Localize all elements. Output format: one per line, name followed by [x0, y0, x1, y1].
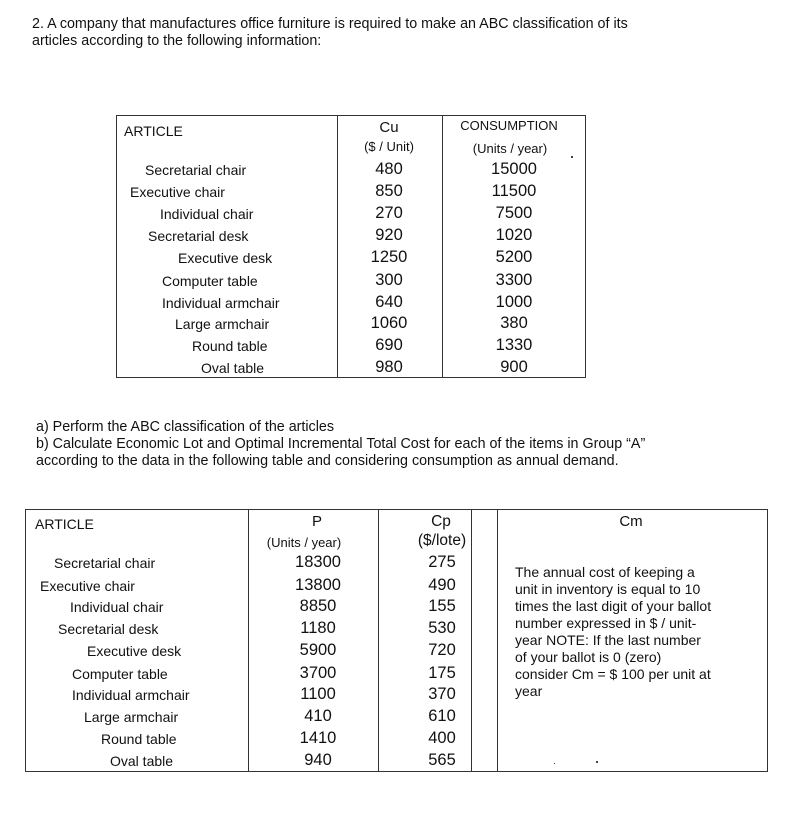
cp-value: 155 — [428, 597, 456, 615]
stray-mark — [571, 156, 573, 158]
p-value: 18300 — [295, 553, 341, 571]
consumption-value: 900 — [500, 358, 528, 376]
column-divider — [471, 510, 472, 771]
article-name: Executive desk — [87, 643, 182, 659]
article-name: Computer table — [162, 273, 258, 289]
cp-value: 275 — [428, 553, 456, 571]
article-name: Large armchair — [175, 316, 270, 332]
consumption-value: 11500 — [491, 182, 537, 200]
cm-note-line: times the last digit of your ballot — [515, 598, 712, 614]
cm-note-line: unit in inventory is equal to 10 — [515, 581, 701, 597]
cp-value: 720 — [428, 641, 456, 659]
column-divider — [497, 510, 498, 771]
cu-value: 920 — [375, 226, 403, 244]
cu-value: 690 — [375, 336, 403, 354]
article-name: Secretarial chair — [54, 555, 156, 571]
p-header: P — [311, 513, 323, 530]
cu-unit-header: ($ / Unit) — [364, 139, 414, 154]
article-name: Oval table — [201, 360, 265, 376]
cm-note-line: of your ballot is 0 (zero) — [515, 649, 662, 665]
article-name: Large armchair — [84, 709, 179, 725]
problem-title-line2: articles according to the following information: — [32, 33, 322, 49]
stray-mark — [596, 761, 598, 763]
task-b-line1: b) Calculate Economic Lot and Optimal Incremental Total Cost for each of the items in Group “A” — [36, 436, 646, 452]
article-name: Computer table — [72, 666, 168, 682]
consumption-value: 380 — [500, 314, 528, 332]
article-name: Secretarial desk — [58, 621, 159, 637]
article-name: Individual armchair — [162, 295, 280, 311]
cm-note-line: year NOTE: If the last number — [515, 632, 701, 648]
cp-value: 530 — [428, 619, 456, 637]
abc-data-table — [116, 115, 586, 378]
column-divider — [337, 116, 338, 377]
cp-unit-header: ($/lote) — [417, 532, 467, 549]
cu-value: 980 — [375, 358, 403, 376]
cp-value: 175 — [428, 664, 456, 682]
consumption-value: 5200 — [495, 248, 533, 266]
consumption-unit-header: (Units / year) — [472, 141, 548, 156]
cu-value: 300 — [375, 271, 403, 289]
cp-value: 400 — [428, 729, 456, 747]
stray-mark — [554, 763, 555, 764]
article-name: Secretarial desk — [148, 228, 249, 244]
cm-header: Cm — [619, 513, 643, 530]
p-value: 13800 — [295, 576, 341, 594]
article-name: Round table — [101, 731, 177, 747]
cp-value: 565 — [428, 751, 456, 769]
cm-note-line: The annual cost of keeping a — [515, 564, 695, 580]
column-divider — [442, 116, 443, 377]
consumption-value: 1000 — [495, 293, 533, 311]
cm-note-line: number expressed in $ / unit- — [515, 615, 697, 631]
p-value: 1410 — [299, 729, 337, 747]
cu-value: 1060 — [370, 314, 408, 332]
cm-note — [515, 564, 730, 700]
article-name: Individual armchair — [72, 687, 190, 703]
article-name: Executive desk — [178, 250, 273, 266]
cu-value: 480 — [375, 160, 403, 178]
p-value: 3700 — [299, 664, 337, 682]
article-name: Individual chair — [70, 599, 164, 615]
article-name: Oval table — [110, 753, 174, 769]
cp-value: 490 — [428, 576, 456, 594]
cp-value: 370 — [428, 685, 456, 703]
consumption-value: 15000 — [491, 160, 537, 178]
task-b-line2: according to the data in the following table and considering consumption as annual demand. — [36, 453, 619, 469]
p-value: 1180 — [300, 619, 336, 637]
p-value: 5900 — [299, 641, 337, 659]
p-value: 1100 — [300, 685, 336, 703]
article-name: Secretarial chair — [145, 162, 247, 178]
column-divider — [248, 510, 249, 771]
consumption-value: 1330 — [495, 336, 533, 354]
consumption-value: 1020 — [495, 226, 533, 244]
cp-value: 610 — [428, 707, 456, 725]
consumption-value: 7500 — [495, 204, 533, 222]
consumption-header: CONSUMPTION — [460, 118, 558, 133]
p-value: 8850 — [299, 597, 337, 615]
p-value: 940 — [304, 751, 332, 769]
article-name: Executive chair — [40, 578, 135, 594]
task-a: a) Perform the ABC classification of the articles — [36, 419, 334, 435]
article-name: Executive chair — [130, 184, 225, 200]
cp-header: Cp — [431, 513, 451, 530]
article-header: ARTICLE — [35, 516, 94, 532]
p-unit-header: (Units / year) — [266, 535, 342, 550]
cu-value: 850 — [375, 182, 403, 200]
p-value: 410 — [304, 707, 332, 725]
cm-note-line: consider Cm = $ 100 per unit at — [515, 666, 711, 682]
cu-value: 640 — [375, 293, 403, 311]
article-header: ARTICLE — [124, 123, 183, 139]
problem-title-line1: 2. A company that manufactures office furniture is required to make an ABC classification of its — [32, 16, 628, 32]
cu-header: Cu — [379, 119, 399, 136]
article-name: Individual chair — [160, 206, 254, 222]
cm-note-line: year — [515, 683, 543, 699]
column-divider — [378, 510, 379, 771]
cu-value: 1250 — [370, 248, 408, 266]
cu-value: 270 — [375, 204, 403, 222]
consumption-value: 3300 — [495, 271, 533, 289]
article-name: Round table — [192, 338, 268, 354]
